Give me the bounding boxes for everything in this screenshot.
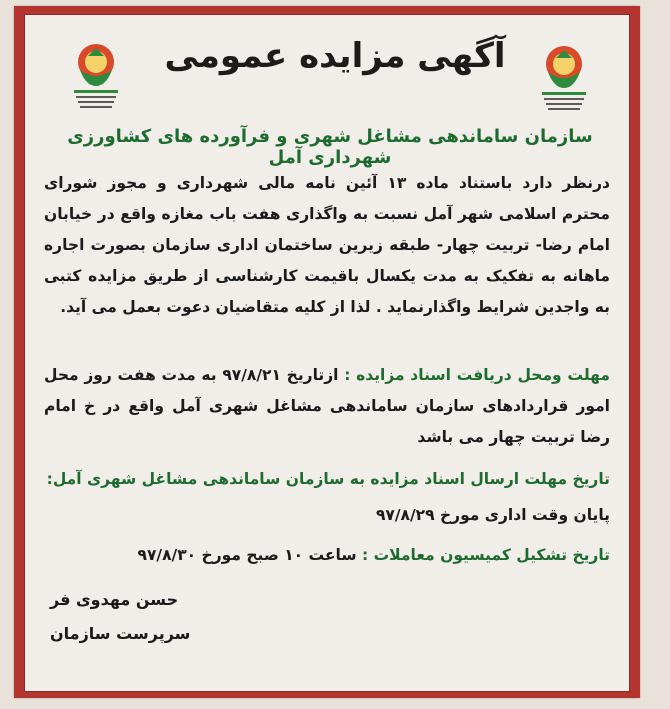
commission-text: ساعت ۱۰ صبح مورخ ۹۷/۸/۳۰ (137, 546, 357, 564)
commission-line (44, 546, 610, 564)
signer-title: سرپرست سازمان (50, 624, 191, 643)
notice-title: آگهی مزایده عمومی (164, 36, 506, 76)
organization-logo-icon (534, 40, 594, 114)
send-deadline-label: تاریخ مهلت ارسال اسناد مزایده به سازمان ساماندهی مشاغل شهری آمل: (46, 470, 610, 488)
docs-deadline-label: مهلت ومحل دریافت اسناد مزایده : (344, 366, 610, 384)
docs-deadline-text: ازتاریخ ۹۷/۸/۲۱ به مدت هفت روز محل امور قراردادهای سازمان ساماندهی مشاغل شهری آمل واقع در خ امام رضا تربیت چهار می باشد (44, 366, 610, 446)
organization-name: سازمان ساماندهی مشاغل شهری و فرآورده های کشاورزی شهرداری آمل (67, 126, 593, 168)
signer-name: حسن مهدوی فر (50, 590, 179, 609)
commission-label: تاریخ تشکیل کمیسیون معاملات : (362, 546, 610, 564)
organization-logo-icon (66, 38, 126, 112)
send-deadline-text: پایان وقت اداری مورخ ۹۷/۸/۲۹ (375, 506, 610, 524)
notice-body: درنظر دارد باستناد ماده ۱۳ آئین نامه مالی شهرداری و مجوز شورای محترم اسلامی شهر آمل نسبت به واگذاری هفت باب مغازه واقع در خیابان امام رضا- تربیت چهار- طبقه زیرین ساختمان اداری سازمان بصورت اجاره ماهانه به تفکیک به مدت یکسال باقیمت کارشناسی از طریق مزایده کتبی به واجدین شرایط واگذارنماید . لذا از کلیه متقاضیان دعوت بعمل می آید. (44, 174, 610, 316)
docs-deadline (44, 360, 610, 460)
